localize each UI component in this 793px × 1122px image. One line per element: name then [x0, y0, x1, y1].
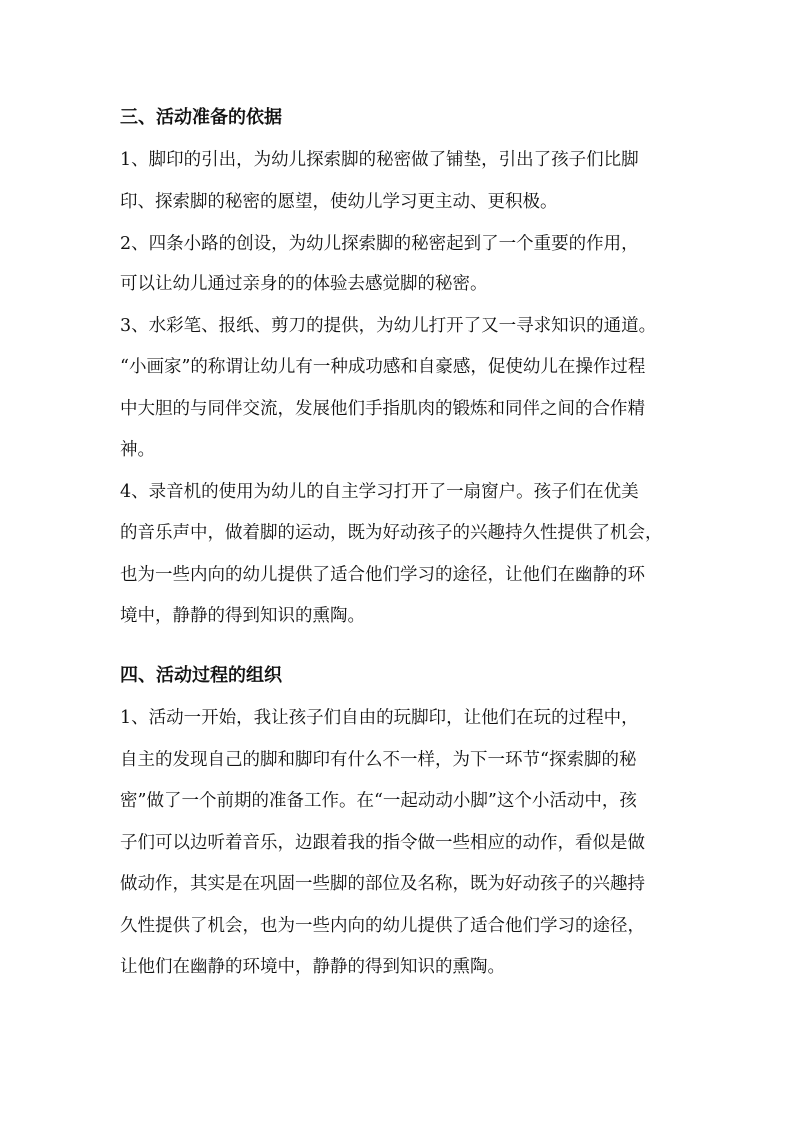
section-3-line: 1、脚印的引出，为幼儿探索脚的秘密做了铺垫，引出了孩子们比脚	[120, 150, 639, 170]
section-4-line: 久性提供了机会，也为一些内向的幼儿提供了适合他们学习的途径，	[120, 916, 645, 936]
section-3-line: 可以让幼儿通过亲身的的体验去感觉脚的秘密。	[120, 274, 488, 294]
section-3-line: 印、探索脚的秘密的愿望，使幼儿学习更主动、更积极。	[120, 192, 558, 212]
section-3-line: 4、录音机的使用为幼儿的自主学习打开了一扇窗户。孩子们在优美	[120, 482, 639, 502]
section-4-line: 子们可以边听着音乐，边跟着我的指令做一些相应的动作，看似是做	[120, 833, 645, 853]
section-4-line: 自主的发现自己的脚和脚印有什么不一样，为下一环节“探索脚的秘	[120, 750, 637, 770]
section-4-line: 密”做了一个前期的准备工作。在“一起动动小脚”这个小活动中，孩	[120, 791, 637, 811]
section-4-line: 让他们在幽静的环境中，静静的得到知识的熏陶。	[120, 957, 505, 977]
section-4-heading: 四、活动过程的组织	[120, 665, 282, 686]
section-3-line: 3、水彩笔、报纸、剪刀的提供，为幼儿打开了又一寻求知识的通道。	[120, 316, 657, 336]
section-3-line: 的音乐声中，做着脚的运动，既为好动孩子的兴趣持久性提供了机会，	[120, 523, 663, 543]
section-3-line: 神。	[120, 440, 155, 460]
section-3-line: 中大胆的与同伴交流，发展他们手指肌肉的锻炼和同伴之间的合作精	[120, 399, 645, 419]
section-4-line: 1、活动一开始，我让孩子们自由的玩脚印，让他们在玩的过程中，	[120, 708, 639, 728]
section-4-line: 做动作，其实是在巩固一些脚的部位及名称，既为好动孩子的兴趣持	[120, 874, 645, 894]
section-3-line: “小画家”的称谓让幼儿有一种成功感和自豪感，促使幼儿在操作过程	[120, 357, 646, 377]
section-3-line: 境中，静静的得到知识的熏陶。	[120, 606, 365, 626]
section-3-line: 也为一些内向的幼儿提供了适合他们学习的途径，让他们在幽静的环	[120, 565, 645, 585]
section-3-line: 2、四条小路的创设，为幼儿探索脚的秘密起到了一个重要的作用，	[120, 234, 639, 254]
section-3-heading: 三、活动准备的依据	[120, 107, 282, 128]
